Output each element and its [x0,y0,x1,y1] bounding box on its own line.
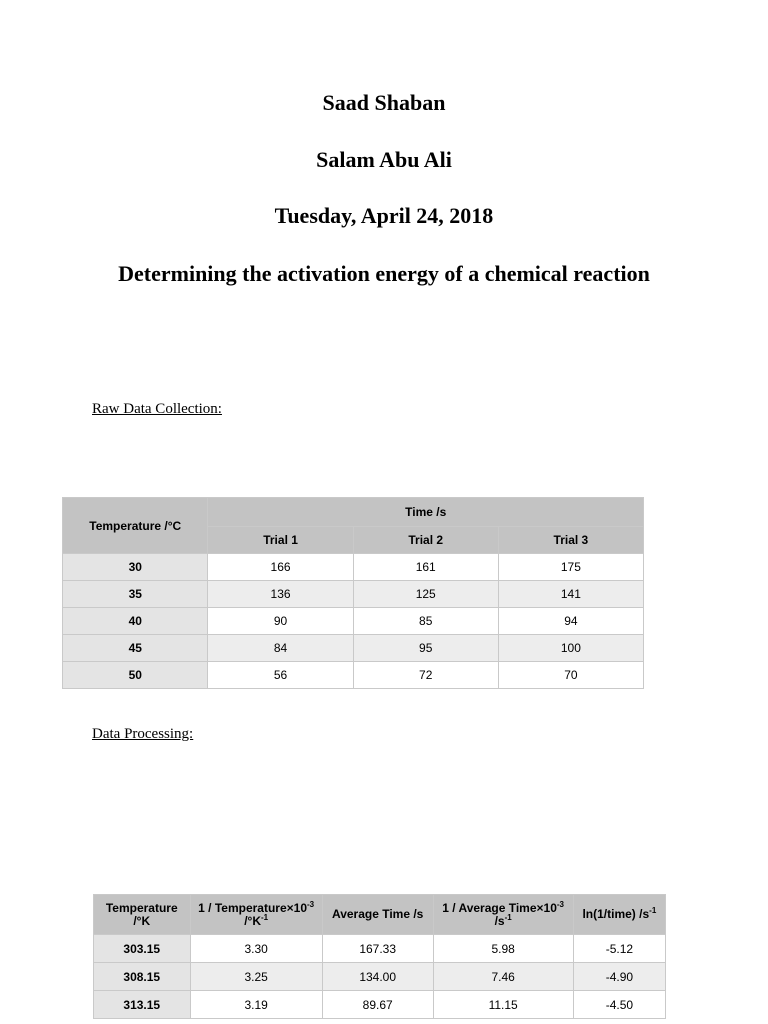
header-text: 1 / Average Time×10 [442,900,557,915]
header-text: ln(1/time) /s [582,907,650,921]
header-trial-2: Trial 2 [353,527,498,554]
header-ln-inverse-time [573,895,665,935]
cell-temperature: 50 [63,662,208,689]
cell-temperature: 35 [63,581,208,608]
header-unit-exponent: -1 [504,912,512,922]
header-inverse-temperature [190,895,322,935]
cell-ln-inverse-time: -4.90 [573,963,665,991]
cell-inverse-average-time: 7.46 [433,963,573,991]
header-temperature-celsius: Temperature /°C [63,498,208,554]
cell-average-time: 89.67 [322,991,433,1019]
cell-temperature-kelvin: 313.15 [94,991,191,1019]
cell-temperature: 45 [63,635,208,662]
table-row [63,635,644,662]
cell-trial-1: 166 [208,554,353,581]
table-row [94,963,666,991]
cell-trial-3: 94 [498,608,643,635]
header-unit: /s [494,913,505,928]
cell-trial-1: 136 [208,581,353,608]
section-heading-raw-data: Raw Data Collection: [92,401,222,417]
cell-trial-1: 84 [208,635,353,662]
cell-trial-3: 70 [498,662,643,689]
header-text: Temperature [105,900,178,915]
report-date: Tuesday, April 24, 2018 [274,203,494,228]
author-name-1: Saad Shaban [322,90,446,115]
cell-inverse-average-time: 11.15 [433,991,573,1019]
header-exponent: -3 [307,899,315,909]
header-trial-1: Trial 1 [208,527,353,554]
section-heading-data-processing: Data Processing: [92,726,194,742]
cell-temperature: 30 [63,554,208,581]
author-name-2: Salam Abu Ali [316,147,452,172]
header-exponent: -1 [649,906,657,915]
cell-temperature-kelvin: 303.15 [94,935,191,963]
cell-temperature: 40 [63,608,208,635]
cell-trial-2: 161 [353,554,498,581]
table-row [94,935,666,963]
header-unit: /°K [244,913,261,928]
header-average-time: Average Time /s [322,895,433,935]
header-inverse-average-time [433,895,573,935]
header-text: 1 / Temperature×10 [198,900,308,915]
cell-inverse-temperature: 3.30 [190,935,322,963]
header-trial-3: Trial 3 [498,527,643,554]
table-row [94,991,666,1019]
cell-trial-2: 85 [353,608,498,635]
cell-trial-1: 90 [208,608,353,635]
header-unit-exponent: -1 [261,912,269,922]
cell-ln-inverse-time: -5.12 [573,935,665,963]
table-row [63,662,644,689]
table-row [63,554,644,581]
header-time: Time /s [208,498,644,527]
report-title: Determining the activation energy of a chemical reaction [118,261,650,286]
table-row [63,608,644,635]
cell-average-time: 167.33 [322,935,433,963]
cell-inverse-temperature: 3.19 [190,991,322,1019]
cell-trial-2: 95 [353,635,498,662]
header-temperature-kelvin [94,895,191,935]
cell-trial-2: 125 [353,581,498,608]
cell-trial-3: 100 [498,635,643,662]
cell-trial-2: 72 [353,662,498,689]
cell-trial-1: 56 [208,662,353,689]
cell-inverse-temperature: 3.25 [190,963,322,991]
cell-inverse-average-time: 5.98 [433,935,573,963]
table-row [63,581,644,608]
header-exponent: -3 [556,899,565,909]
cell-ln-inverse-time: -4.50 [573,991,665,1019]
processed-data-table [93,894,666,1019]
cell-temperature-kelvin: 308.15 [94,963,191,991]
header-unit: /°K [133,913,151,928]
cell-average-time: 134.00 [322,963,433,991]
cell-trial-3: 141 [498,581,643,608]
cell-trial-3: 175 [498,554,643,581]
raw-data-table [62,497,644,689]
